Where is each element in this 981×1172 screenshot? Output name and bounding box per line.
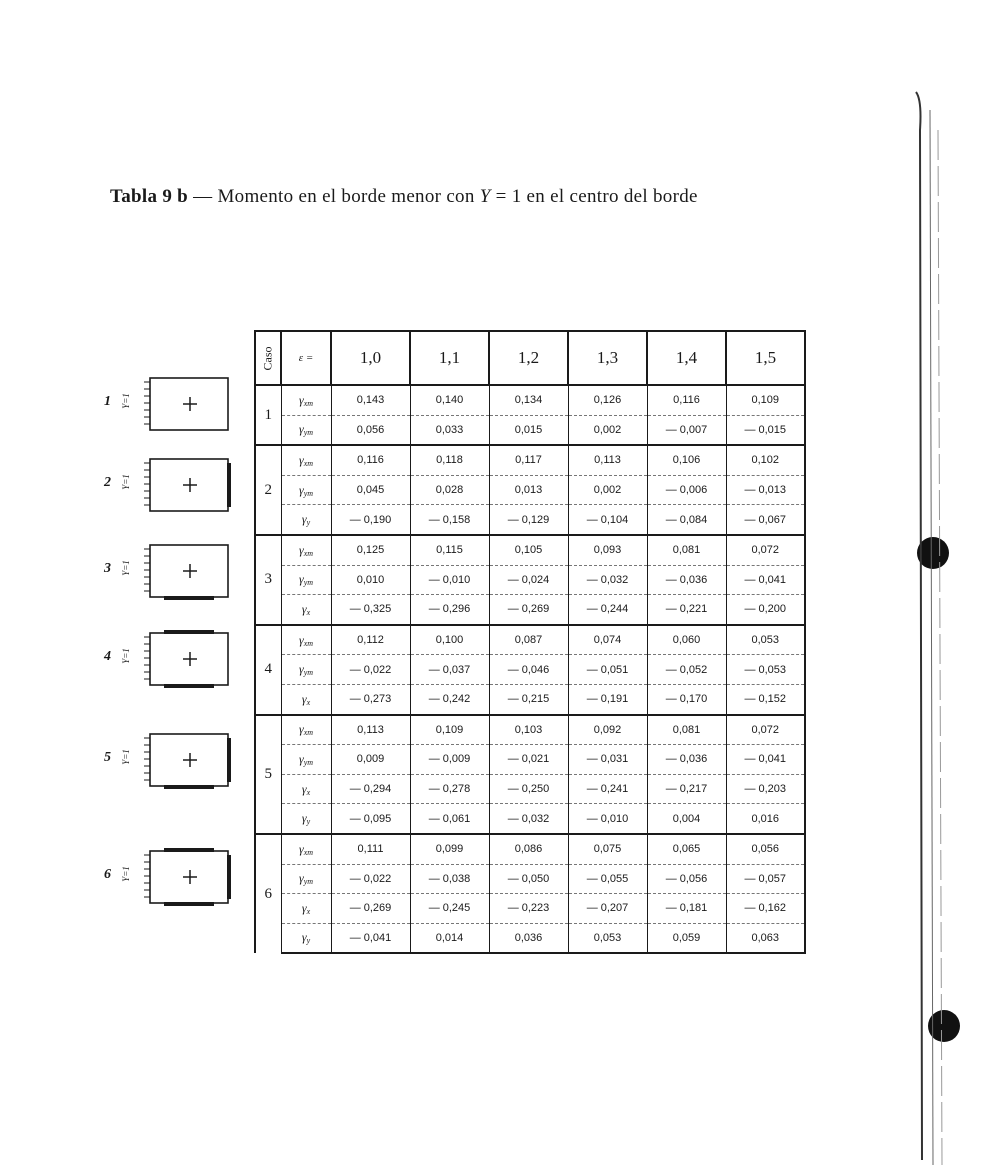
table-cell: — 0,022 bbox=[331, 655, 410, 685]
row-label: $\gamma_x$ bbox=[281, 595, 331, 625]
table-cell: 0,002 bbox=[568, 415, 647, 445]
caso-header: Caso bbox=[255, 331, 281, 385]
diagram-load-label: Y=1 bbox=[120, 749, 131, 765]
table-cell: — 0,007 bbox=[647, 415, 726, 445]
table-cell: 0,111 bbox=[331, 834, 410, 864]
diagram-load-label: Y=1 bbox=[120, 474, 131, 490]
table-cell: 0,116 bbox=[331, 445, 410, 475]
table-cell: 0,118 bbox=[410, 445, 489, 475]
case-diagram bbox=[104, 627, 239, 691]
table-cell: 0,065 bbox=[647, 834, 726, 864]
table-cell: 0,016 bbox=[726, 804, 805, 834]
table-cell: — 0,152 bbox=[726, 684, 805, 714]
column-header: 1,3 bbox=[568, 331, 647, 385]
column-header: 1,5 bbox=[726, 331, 805, 385]
case-number: 5 bbox=[255, 715, 281, 834]
diagram-number: 2 bbox=[104, 475, 111, 490]
table-cell: 0,105 bbox=[489, 535, 568, 565]
table-cell: — 0,084 bbox=[647, 505, 726, 535]
table-cell: — 0,273 bbox=[331, 684, 410, 714]
table-cell: 0,087 bbox=[489, 625, 568, 655]
table-cell: — 0,041 bbox=[726, 565, 805, 595]
case-number: 1 bbox=[255, 385, 281, 445]
table-cell: 0,093 bbox=[568, 535, 647, 565]
table-row bbox=[255, 684, 805, 714]
table-cell: — 0,032 bbox=[568, 565, 647, 595]
table-body bbox=[255, 385, 805, 953]
table-cell: 0,125 bbox=[331, 535, 410, 565]
table-cell: 0,033 bbox=[410, 415, 489, 445]
plate-diagram bbox=[104, 728, 239, 792]
case-diagram bbox=[104, 372, 239, 436]
table-cell: 0,063 bbox=[726, 923, 805, 953]
table-cell: — 0,006 bbox=[647, 475, 726, 505]
diagram-number: 3 bbox=[104, 561, 111, 576]
table-cell: 0,013 bbox=[489, 475, 568, 505]
table-cell: 0,115 bbox=[410, 535, 489, 565]
table-cell: — 0,170 bbox=[647, 684, 726, 714]
row-label: $\gamma_{ym}$ bbox=[281, 475, 331, 505]
table-cell: — 0,158 bbox=[410, 505, 489, 535]
table-cell: — 0,021 bbox=[489, 745, 568, 775]
table-cell: — 0,010 bbox=[410, 565, 489, 595]
table-cell: — 0,129 bbox=[489, 505, 568, 535]
table-row bbox=[255, 923, 805, 953]
table-cell: 0,113 bbox=[568, 445, 647, 475]
table-cell: 0,143 bbox=[331, 385, 410, 415]
table-row bbox=[255, 505, 805, 535]
case-number: 3 bbox=[255, 535, 281, 625]
table-row bbox=[255, 834, 805, 864]
table-cell: 0,116 bbox=[647, 385, 726, 415]
table-row bbox=[255, 655, 805, 685]
table-number: Tabla 9 b bbox=[110, 186, 189, 207]
plate-diagram bbox=[104, 627, 239, 691]
row-label: $\gamma_{xm}$ bbox=[281, 715, 331, 745]
table-cell: 0,028 bbox=[410, 475, 489, 505]
table-cell: 0,103 bbox=[489, 715, 568, 745]
table-cell: — 0,294 bbox=[331, 774, 410, 804]
table-cell: 0,074 bbox=[568, 625, 647, 655]
diagram-load-label: Y=1 bbox=[120, 393, 131, 409]
title-text-2: = 1 en el centro del borde bbox=[490, 186, 698, 207]
row-label: $\gamma_y$ bbox=[281, 923, 331, 953]
case-diagram bbox=[104, 453, 239, 517]
table-cell: 0,056 bbox=[331, 415, 410, 445]
diagram-load-label: Y=1 bbox=[120, 866, 131, 882]
table-cell: — 0,278 bbox=[410, 774, 489, 804]
table-cell: 0,036 bbox=[489, 923, 568, 953]
case-number: 2 bbox=[255, 445, 281, 535]
row-label: $\gamma_x$ bbox=[281, 684, 331, 714]
table-row bbox=[255, 565, 805, 595]
table-cell: 0,053 bbox=[726, 625, 805, 655]
table-cell: — 0,269 bbox=[489, 595, 568, 625]
row-label: $\gamma_{xm}$ bbox=[281, 535, 331, 565]
table-cell: 0,106 bbox=[647, 445, 726, 475]
row-label: $\gamma_{xm}$ bbox=[281, 834, 331, 864]
table-cell: 0,081 bbox=[647, 535, 726, 565]
table-row bbox=[255, 804, 805, 834]
table-cell: 0,099 bbox=[410, 834, 489, 864]
table-cell: 0,140 bbox=[410, 385, 489, 415]
table-row bbox=[255, 864, 805, 894]
plate-diagram bbox=[104, 845, 239, 909]
table-cell: — 0,038 bbox=[410, 864, 489, 894]
case-diagram bbox=[104, 539, 239, 603]
epsilon-header: ε = bbox=[281, 331, 331, 385]
table-cell: — 0,203 bbox=[726, 774, 805, 804]
page-edge-lines bbox=[900, 90, 960, 1170]
table-cell: — 0,190 bbox=[331, 505, 410, 535]
table-cell: 0,004 bbox=[647, 804, 726, 834]
column-header: 1,0 bbox=[331, 331, 410, 385]
table-cell: — 0,050 bbox=[489, 864, 568, 894]
table-cell: — 0,031 bbox=[568, 745, 647, 775]
table-cell: — 0,022 bbox=[331, 864, 410, 894]
row-label: $\gamma_{ym}$ bbox=[281, 745, 331, 775]
column-header: 1,4 bbox=[647, 331, 726, 385]
row-label: $\gamma_{xm}$ bbox=[281, 385, 331, 415]
table-row bbox=[255, 535, 805, 565]
table-cell: — 0,241 bbox=[568, 774, 647, 804]
table-row bbox=[255, 445, 805, 475]
table-cell: — 0,032 bbox=[489, 804, 568, 834]
table-cell: — 0,053 bbox=[726, 655, 805, 685]
diagram-number: 6 bbox=[104, 867, 111, 882]
table-cell: — 0,057 bbox=[726, 864, 805, 894]
diagram-load-label: Y=1 bbox=[120, 648, 131, 664]
plate-diagram bbox=[104, 539, 239, 603]
table-cell: — 0,244 bbox=[568, 595, 647, 625]
case-diagram bbox=[104, 845, 239, 909]
table-cell: 0,134 bbox=[489, 385, 568, 415]
table-cell: — 0,041 bbox=[726, 745, 805, 775]
table-cell: 0,113 bbox=[331, 715, 410, 745]
table-cell: 0,056 bbox=[726, 834, 805, 864]
diagram-load-label: Y=1 bbox=[120, 560, 131, 576]
moment-table bbox=[254, 330, 806, 954]
table-cell: — 0,191 bbox=[568, 684, 647, 714]
table-cell: 0,117 bbox=[489, 445, 568, 475]
table-cell: — 0,162 bbox=[726, 894, 805, 924]
table-title bbox=[110, 186, 698, 208]
table-cell: 0,015 bbox=[489, 415, 568, 445]
table-cell: — 0,215 bbox=[489, 684, 568, 714]
table-cell: 0,092 bbox=[568, 715, 647, 745]
table-cell: — 0,046 bbox=[489, 655, 568, 685]
table-cell: — 0,207 bbox=[568, 894, 647, 924]
table-cell: — 0,037 bbox=[410, 655, 489, 685]
table-cell: — 0,024 bbox=[489, 565, 568, 595]
table-row bbox=[255, 774, 805, 804]
plate-diagram bbox=[104, 372, 239, 436]
table-cell: — 0,056 bbox=[647, 864, 726, 894]
table-row bbox=[255, 415, 805, 445]
table-cell: — 0,217 bbox=[647, 774, 726, 804]
table-cell: 0,009 bbox=[331, 745, 410, 775]
table-row bbox=[255, 625, 805, 655]
column-header: 1,2 bbox=[489, 331, 568, 385]
table-cell: 0,126 bbox=[568, 385, 647, 415]
diagram-number: 1 bbox=[104, 394, 111, 409]
table-row bbox=[255, 745, 805, 775]
table-cell: 0,081 bbox=[647, 715, 726, 745]
diagram-number: 5 bbox=[104, 750, 111, 765]
table-cell: — 0,223 bbox=[489, 894, 568, 924]
table-cell: 0,072 bbox=[726, 715, 805, 745]
table-cell: — 0,013 bbox=[726, 475, 805, 505]
table-cell: 0,112 bbox=[331, 625, 410, 655]
table-cell: 0,086 bbox=[489, 834, 568, 864]
table-cell: — 0,181 bbox=[647, 894, 726, 924]
table-cell: 0,100 bbox=[410, 625, 489, 655]
table-cell: — 0,055 bbox=[568, 864, 647, 894]
table-row bbox=[255, 385, 805, 415]
table-cell: — 0,036 bbox=[647, 745, 726, 775]
row-label: $\gamma_y$ bbox=[281, 804, 331, 834]
table-cell: — 0,325 bbox=[331, 595, 410, 625]
row-label: $\gamma_x$ bbox=[281, 894, 331, 924]
table-cell: — 0,015 bbox=[726, 415, 805, 445]
table-cell: 0,053 bbox=[568, 923, 647, 953]
row-label: $\gamma_{xm}$ bbox=[281, 445, 331, 475]
plate-diagram bbox=[104, 453, 239, 517]
table-cell: — 0,296 bbox=[410, 595, 489, 625]
row-label: $\gamma_y$ bbox=[281, 505, 331, 535]
table-cell: — 0,036 bbox=[647, 565, 726, 595]
table-cell: — 0,051 bbox=[568, 655, 647, 685]
table-cell: 0,014 bbox=[410, 923, 489, 953]
table-cell: — 0,250 bbox=[489, 774, 568, 804]
title-variable: Y bbox=[479, 186, 491, 207]
table-cell: 0,109 bbox=[410, 715, 489, 745]
table-cell: 0,010 bbox=[331, 565, 410, 595]
table-cell: — 0,009 bbox=[410, 745, 489, 775]
table-cell: — 0,061 bbox=[410, 804, 489, 834]
case-number: 6 bbox=[255, 834, 281, 953]
row-label: $\gamma_x$ bbox=[281, 774, 331, 804]
table-row bbox=[255, 595, 805, 625]
table-cell: — 0,095 bbox=[331, 804, 410, 834]
table-cell: — 0,052 bbox=[647, 655, 726, 685]
table-cell: — 0,269 bbox=[331, 894, 410, 924]
table-cell: — 0,242 bbox=[410, 684, 489, 714]
row-label: $\gamma_{xm}$ bbox=[281, 625, 331, 655]
table-cell: — 0,221 bbox=[647, 595, 726, 625]
table-header-row bbox=[255, 331, 805, 385]
row-label: $\gamma_{ym}$ bbox=[281, 655, 331, 685]
table-cell: — 0,010 bbox=[568, 804, 647, 834]
table-cell: — 0,104 bbox=[568, 505, 647, 535]
table-cell: — 0,041 bbox=[331, 923, 410, 953]
case-number: 4 bbox=[255, 625, 281, 715]
table-cell: 0,102 bbox=[726, 445, 805, 475]
table-cell: 0,075 bbox=[568, 834, 647, 864]
row-label: $\gamma_{ym}$ bbox=[281, 415, 331, 445]
row-label: $\gamma_{ym}$ bbox=[281, 565, 331, 595]
table-cell: 0,045 bbox=[331, 475, 410, 505]
title-text-1: — Momento en el borde menor con bbox=[188, 186, 480, 207]
table-row bbox=[255, 475, 805, 505]
table-cell: 0,002 bbox=[568, 475, 647, 505]
table-row bbox=[255, 715, 805, 745]
diagram-number: 4 bbox=[104, 649, 111, 664]
table-row bbox=[255, 894, 805, 924]
row-label: $\gamma_{ym}$ bbox=[281, 864, 331, 894]
table-cell: 0,109 bbox=[726, 385, 805, 415]
case-diagram bbox=[104, 728, 239, 792]
table-cell: 0,059 bbox=[647, 923, 726, 953]
table-cell: 0,072 bbox=[726, 535, 805, 565]
table-cell: — 0,200 bbox=[726, 595, 805, 625]
table-cell: — 0,245 bbox=[410, 894, 489, 924]
column-header: 1,1 bbox=[410, 331, 489, 385]
table-cell: 0,060 bbox=[647, 625, 726, 655]
table-cell: — 0,067 bbox=[726, 505, 805, 535]
